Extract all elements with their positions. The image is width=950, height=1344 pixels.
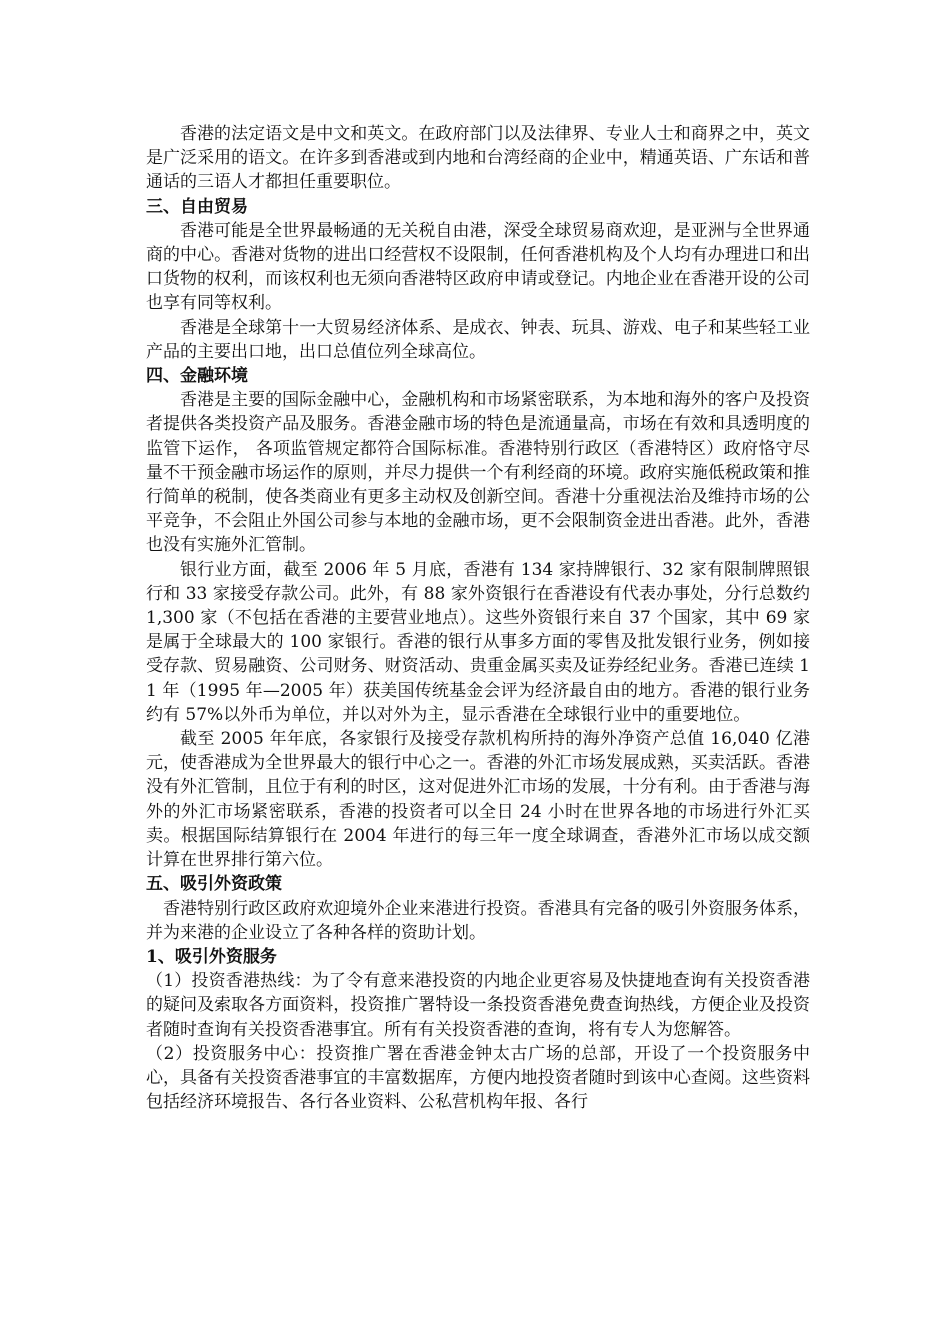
paragraph-hotline: （1）投资香港热线：为了令有意来港投资的内地企业更容易及快捷地查询有关投资香港的疑问及索取各方面资料，投资推广署特设一条投资香港免费查询热线，方便企业及投资者随时查询有关投资香港事宜。所有有关投资香港的查询，将有专人为您解答。 (146, 971, 810, 1040)
paragraph-languages: 香港的法定语文是中文和英文。在政府部门以及法律界、专业人士和商界之中，英文是广泛采用的语文。在许多到香港或到内地和台湾经商的企业中，精通英语、广东话和普通话的三语人才都担任重要职位。 (146, 124, 810, 193)
paragraph-financial-center: 香港是主要的国际金融中心，金融机构和市场紧密联系，为本地和海外的客户及投资者提供各类投资产品及服务。香港金融市场的特色是流通量高，市场在有效和具透明度的监管下运作， 各项监管规定都符合国际标准。香港特别行政区（香港特区）政府恪守尽量不干预金融市场运作的原则，并尽力提供一个有利经商的环境。政府实施低税政策和推行简单的税制，使各类商业有更多主动权及创新空间。香港十分重视法治及维持市场的公平竞争，不会阻止外国公司参与本地的金融市场，更不会限制资金进出香港。此外，香港也没有实施外汇管制。 (146, 390, 810, 556)
paragraph-forex: 截至 2005 年年底，各家银行及接受存款机构所持的海外净资产总值 16,040 亿港元，使香港成为全世界最大的银行中心之一。香港的外汇市场发展成熟，买卖活跃。香港没有外汇管制，且位于有利的时区，这对促进外汇市场的发展，十分有利。由于香港与海外的外汇市场紧密联系，香港的投资者可以全日 24 小时在世界各地的市场进行外汇买卖。根据国际结算银行在 2004 年进行的每三年一度全球调查，香港外汇市场以成交额计算在世界排行第六位。 (146, 729, 810, 871)
heading-free-trade: 三、自由贸易 (146, 196, 248, 217)
document-body (146, 122, 810, 1114)
paragraph-free-port: 香港可能是全世界最畅通的无关税自由港，深受全球贸易商欢迎，是亚洲与全世界通商的中心。香港对货物的进出口经营权不设限制，任何香港机构及个人均有办理进口和出口货物的权利，而该权利也无须向香港特区政府申请或登记。内地企业在香港开设的公司也享有同等权利。 (146, 220, 810, 314)
paragraph-banking: 银行业方面，截至 2006 年 5 月底，香港有 134 家持牌银行、32 家有限制牌照银行和 33 家接受存款公司。此外，有 88 家外资银行在香港设有代表办事处，分行总数约 1,300 家（不包括在香港的主要营业地点）。这些外资银行来自 37 个国家，其中 69 家是属于全球最大的 100 家银行。香港的银行从事多方面的零售及批发银行业务，例如接受存款、贸易融资、公司财务、财资活动、贵重金属买卖及证券经纪业务。香港已连续 11 年（1995 年—2005 年）获美国传统基金会评为经济最自由的地方。香港的银行业务约有 57%以外币为单位，并以对外为主，显示香港在全球银行业中的重要地位。 (146, 559, 810, 725)
paragraph-trade-economy: 香港是全球第十一大贸易经济体系、是成衣、钟表、玩具、游戏、电子和某些轻工业产品的主要出口地，出口总值位列全球高位。 (146, 317, 810, 362)
heading-investment-services: 1、吸引外资服务 (146, 946, 277, 967)
paragraph-investment-welcome: 香港特别行政区政府欢迎境外企业来港进行投资。香港具有完备的吸引外资服务体系，并为来港的企业设立了各种各样的资助计划。 (146, 898, 810, 943)
heading-financial-environment: 四、金融环境 (146, 366, 248, 387)
paragraph-service-center: （2）投资服务中心：投资推广署在香港金钟太古广场的总部，开设了一个投资服务中心，具备有关投资香港事宜的丰富数据库，方便内地投资者随时到该中心查阅。这些资料包括经济环境报告、各行各业资料、公私营机构年报、各行 (146, 1043, 810, 1113)
heading-investment-policy: 五、吸引外资政策 (146, 874, 282, 895)
